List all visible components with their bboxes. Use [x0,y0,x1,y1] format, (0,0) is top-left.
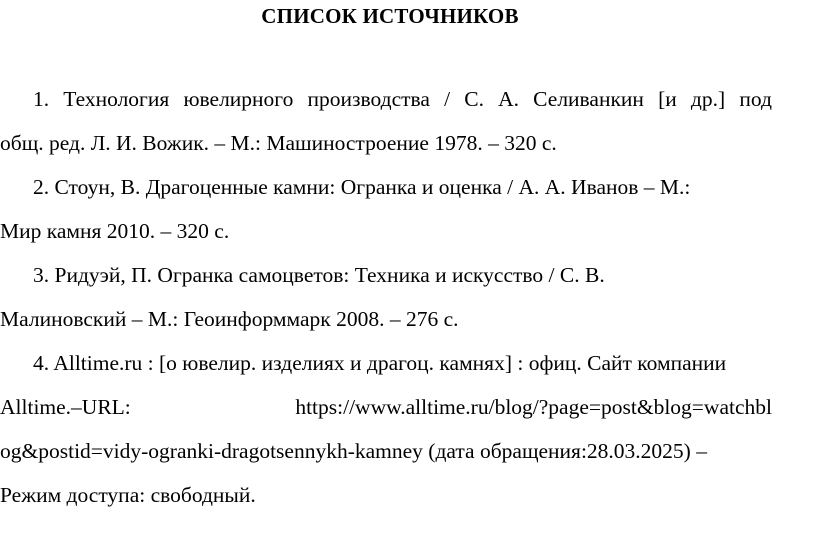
ref1-word: ювелирного [183,87,294,111]
ref1-word: производства [307,87,430,111]
reference-4-line-2 [0,392,772,422]
reference-4-line-1: 4. Alltime.ru : [о ювелир. изделиях и драгоц. камнях] : офиц. Сайт компании [33,351,727,375]
ref4-url-label: Alltime.–URL: [0,395,131,419]
reference-3-line-2: Малиновский – М.: Геоинформмарк 2008. – 276 с. [0,307,459,331]
reference-2-line-1: 2. Стоун, В. Драгоценные камни: Огранка и оценка / А. А. Иванов – М.: [33,175,691,199]
ref1-word: Технология [63,87,170,111]
ref1-word: 1. [33,87,50,111]
reference-4-line-3: og&postid=vidy-ogranki-dragotsennykh-kamney (дата обращения:28.03.2025) – [0,439,707,463]
reference-2-line-2: Мир камня 2010. – 320 с. [0,219,230,243]
ref1-word: под [739,87,772,111]
reference-1-line-1 [33,84,772,114]
ref1-word: др.] [690,87,726,111]
ref1-word: Селиванкин [533,87,644,111]
ref1-word: / [444,87,451,111]
reference-1-line-2: общ. ред. Л. И. Вожик. – М.: Машиностроение 1978. – 320 с. [0,131,557,155]
ref4-url: https://www.alltime.ru/blog/?page=post&blog=watchbl [295,395,772,419]
ref1-word: [и [658,87,677,111]
ref1-word: С. [464,87,484,111]
document-title: СПИСОК ИСТОЧНИКОВ [261,4,519,28]
reference-4-line-4: Режим доступа: свободный. [0,483,256,507]
ref1-word: А. [498,87,520,111]
reference-3-line-1: 3. Ридуэй, П. Огранка самоцветов: Техника и искусство / С. В. [33,263,605,287]
